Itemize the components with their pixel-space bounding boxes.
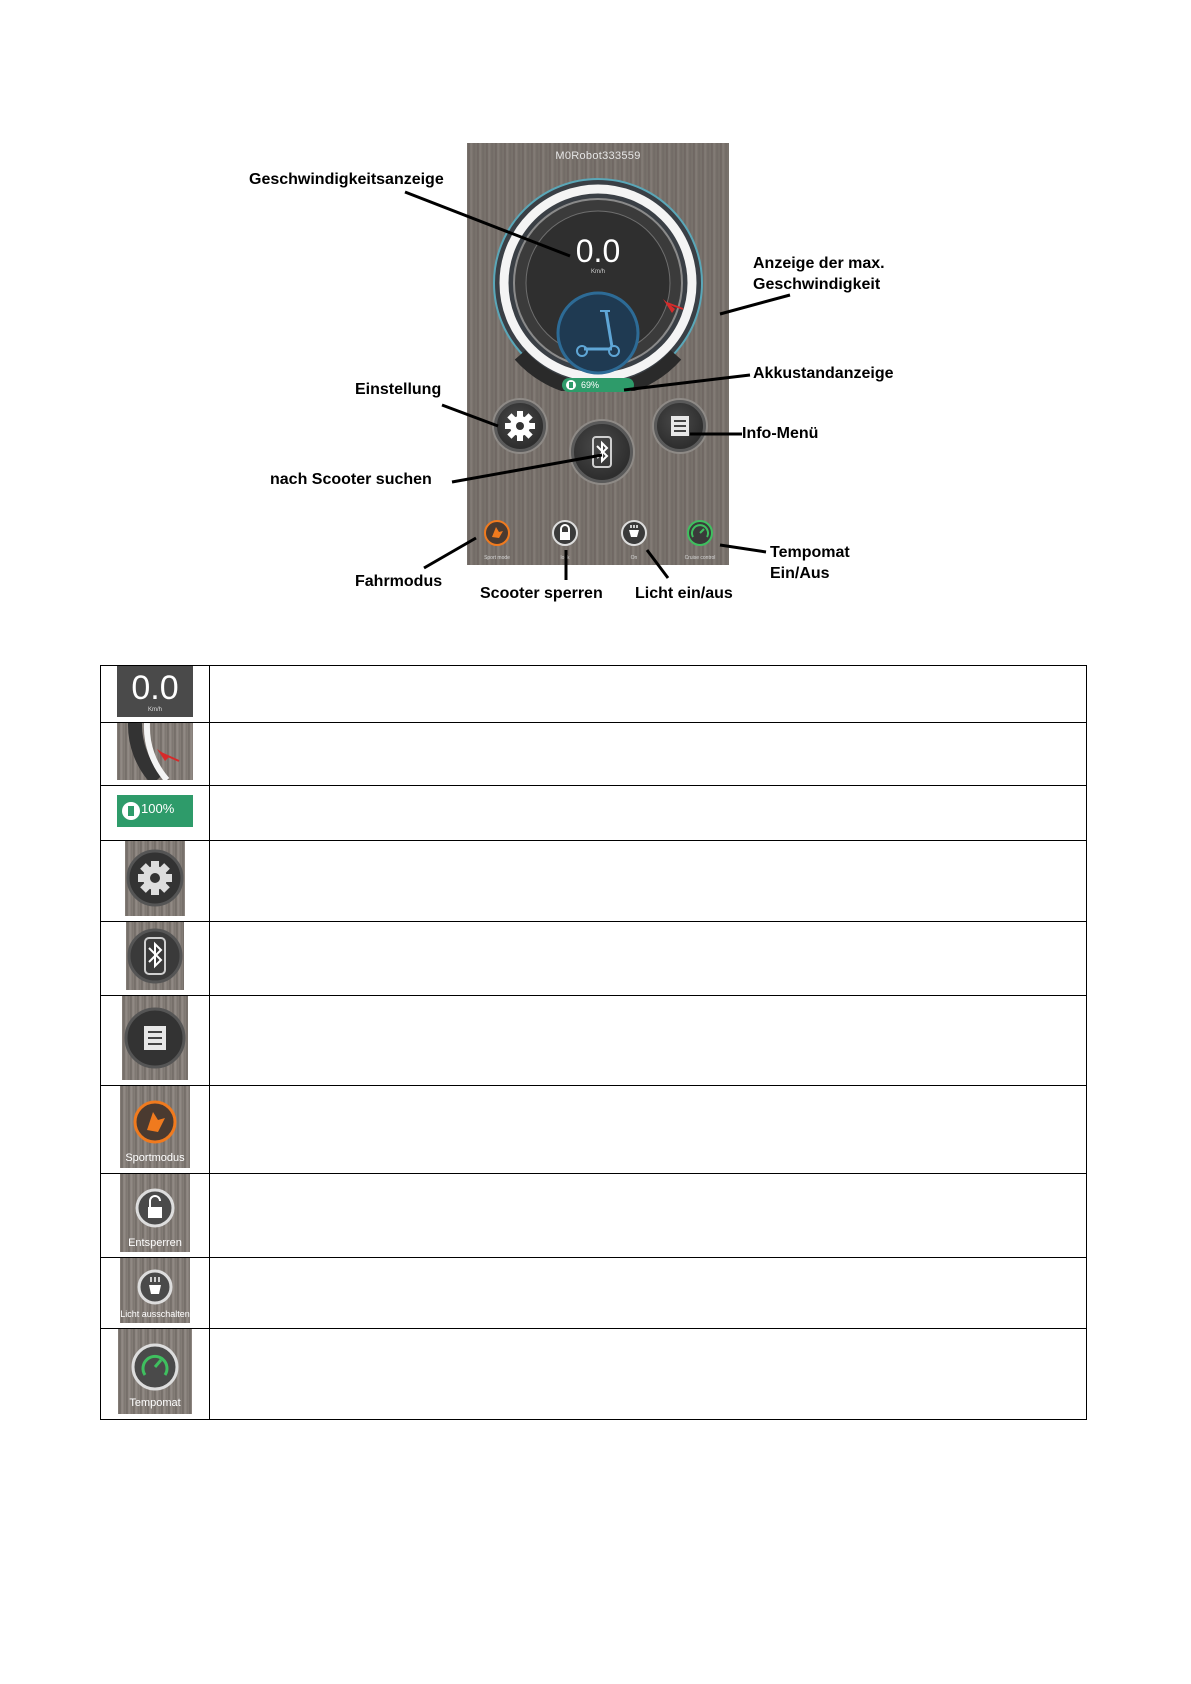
table-description [210,666,1087,723]
info-menu-icon [122,996,188,1080]
speed-value: 0.0 [575,233,621,269]
pointer-max-speed [720,295,790,314]
label-settings: Einstellung [355,381,442,398]
table-row [101,1174,1087,1258]
battery-value: 69% [581,380,600,390]
table-row [101,1258,1087,1329]
cruise-control-label: Cruise control [684,555,716,561]
table-row [101,666,1087,723]
light-button[interactable] [620,519,648,547]
info-menu-icon [657,403,703,449]
lock-label: lock [560,555,570,561]
battery-icon-value: 100% [141,800,175,816]
sport-mode-button[interactable] [483,519,511,547]
app-screenshot [467,143,729,565]
table-description [210,1086,1087,1174]
speed-display-unit: Km/h [147,707,162,713]
bluetooth-icon [126,922,184,990]
table-row [101,1329,1087,1420]
device-name: M0Robot333559 [555,150,641,162]
lock-button[interactable] [551,519,579,547]
table-description [210,1329,1087,1420]
table-description [210,996,1087,1086]
scooter-icon [556,291,640,375]
sport-mode-icon [120,1086,190,1168]
label-max-speed-2: Geschwindigkeit [753,276,881,293]
label-cruise-1: Tempomat [770,544,850,561]
bluetooth-icon [574,424,630,480]
speed-display-value: 0.0 [131,669,179,707]
label-drive-mode: Fahrmodus [355,573,443,590]
settings-button[interactable] [494,400,546,452]
table-description [210,786,1087,841]
label-light-toggle: Licht ein/aus [635,585,733,602]
label-info-menu: Info-Menü [742,425,819,442]
table-description [210,1258,1087,1329]
unlock-icon [120,1174,190,1252]
search-scooter-button[interactable] [571,421,633,483]
table-row [101,1086,1087,1174]
battery-icon [117,795,193,827]
icon-table [100,665,1087,1420]
sport-mode-caption: Sportmodus [125,1152,185,1164]
gear-icon [125,841,185,916]
cruise-control-button[interactable] [686,519,714,547]
table-description [210,841,1087,922]
table-row [101,996,1087,1086]
label-speed-display: Geschwindigkeitsanzeige [249,171,444,188]
table-description [210,1174,1087,1258]
speed-display-icon [117,666,193,717]
table-description [210,922,1087,996]
sport-mode-label: Sport mode [484,555,510,561]
label-search-scooter: nach Scooter suchen [270,471,432,488]
max-speed-marker [659,293,689,319]
cruise-control-caption: Tempomat [129,1397,181,1409]
info-menu-button[interactable] [654,400,706,452]
label-max-speed-1: Anzeige der max. [753,255,885,272]
light-label: On [630,555,638,561]
light-caption: Licht ausschalten [120,1309,190,1319]
table-row [101,841,1087,922]
table-row [101,786,1087,841]
cruise-control-icon [118,1329,192,1414]
label-battery: Akkustandanzeige [753,365,894,382]
table-row [101,922,1087,996]
gear-icon [497,403,543,449]
light-icon [120,1258,190,1323]
speed-unit: Km/h [590,269,605,275]
max-speed-icon [117,723,193,780]
table-row [101,723,1087,786]
unlock-caption: Entsperren [128,1237,182,1249]
table-description [210,723,1087,786]
label-cruise-2: Ein/Aus [770,565,830,582]
label-lock-scooter: Scooter sperren [480,585,603,602]
